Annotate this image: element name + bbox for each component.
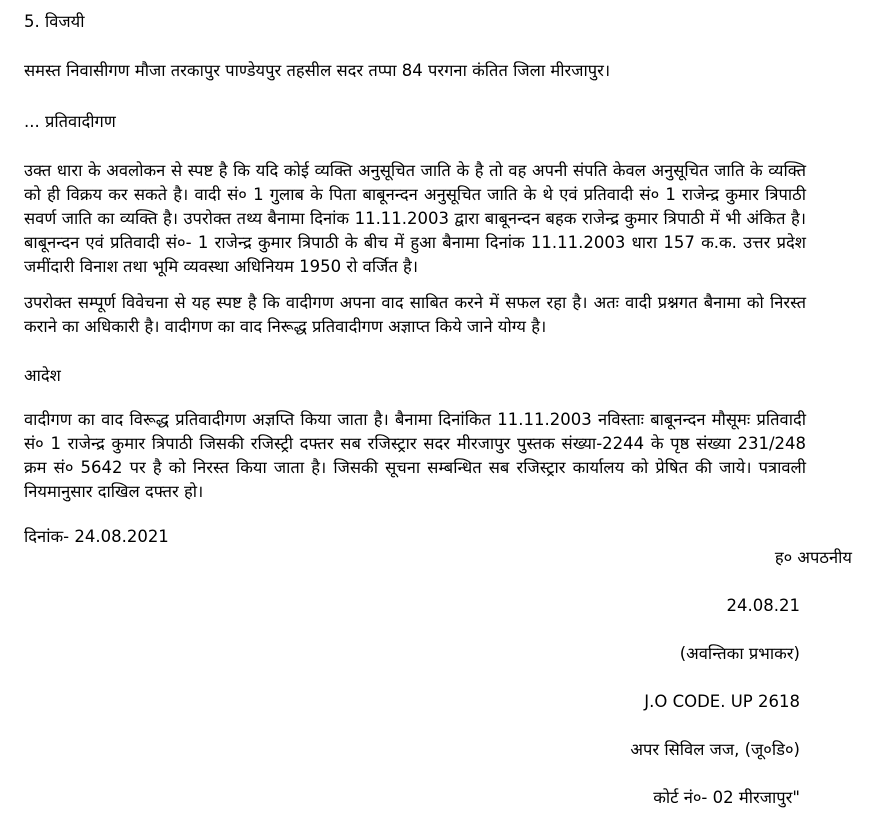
residents-line: समस्त निवासीगण मौजा तरकापुर पाण्डेयपुर तहसील सदर तप्पा 84 परगना कंतित जिला मीरजापुर। bbox=[24, 61, 611, 80]
respondents-label: ... प्रतिवादीगण bbox=[24, 112, 116, 131]
date-line: दिनांक- 24.08.2021 bbox=[24, 527, 169, 546]
section-heading: 5. विजयी bbox=[24, 12, 85, 31]
signature-date: 24.08.21 bbox=[726, 596, 800, 615]
officer-code: J.O CODE. UP 2618 bbox=[644, 692, 800, 711]
order-heading: आदेश bbox=[24, 366, 61, 385]
court-name: कोर्ट नं०- 02 मीरजापुर" bbox=[653, 788, 800, 807]
paragraph-order: वादीगण का वाद विरूद्ध प्रतिवादीगण अज्ञप्ति किया जाता है। बैनामा दिनांकित 11.11.2003 नविस्ताः बाबूनन्दन मौसूमः प्रतिवादी सं० 1 राजेन्द्र कुमार त्रिपाठी जिसकी रजिस्ट्री दफ्तर सब रजिस्ट्रार सदर मीरजापुर पुस्तक संख्या-2244 के पृष्ठ संख्या 231/248 क्रम सं० 5642 पर है को निरस्त किया जाता है। जिसकी सूचना सम्बन्धित सब रजिस्ट्रार कार्यालय को प्रेषित की जाये। पत्रावली नियमानुसार दाखिल दफ्तर हो। bbox=[24, 410, 806, 501]
officer-designation: अपर सिविल जज, (जू०डि०) bbox=[630, 740, 800, 759]
paragraph-provision-analysis: उक्त धारा के अवलोकन से स्पष्ट है कि यदि कोई व्यक्ति अनुसूचित जाति के है तो वह अपनी संपति केवल अनुसूचित जाति के व्यक्ति को ही विक्रय कर सकते है। वादी सं० 1 गुलाब के पिता बाबूनन्दन अनुसूचित जाति के थे एवं प्रतिवादी सं० 1 राजेन्द्र कुमार त्रिपाठी सवर्ण जाति का व्यक्ति है। उपरोक्त तथ्य बैनामा दिनांक 11.11.2003 द्वारा बाबूनन्दन बहक राजेन्द्र कुमार त्रिपाठी में भी अंकित है। बाबूनन्दन एवं प्रतिवादी सं०- 1 राजेन्द्र कुमार त्रिपाठी के बीच में हुआ बैनामा दिनांक 11.11.2003 धारा 157 क.क. उत्तर प्रदेश जमींदारी विनाश तथा भूमि व्यवस्था अधिनियम 1950 रो वर्जित है। bbox=[24, 161, 806, 276]
paragraph-conclusion: उपरोक्त सम्पूर्ण विवेचना से यह स्पष्ट है कि वादीगण अपना वाद साबित करने में सफल रहा है। अतः वादी प्रश्नगत बैनामा को निरस्त कराने का अधिकारी है। वादीगण का वाद निरूद्ध प्रतिवादीगण अज्ञाप्त किये जाने योग्य है। bbox=[24, 293, 806, 336]
officer-name: (अवन्तिका प्रभाकर) bbox=[679, 644, 800, 663]
signature-signed: ह० अपठनीय bbox=[774, 548, 852, 567]
